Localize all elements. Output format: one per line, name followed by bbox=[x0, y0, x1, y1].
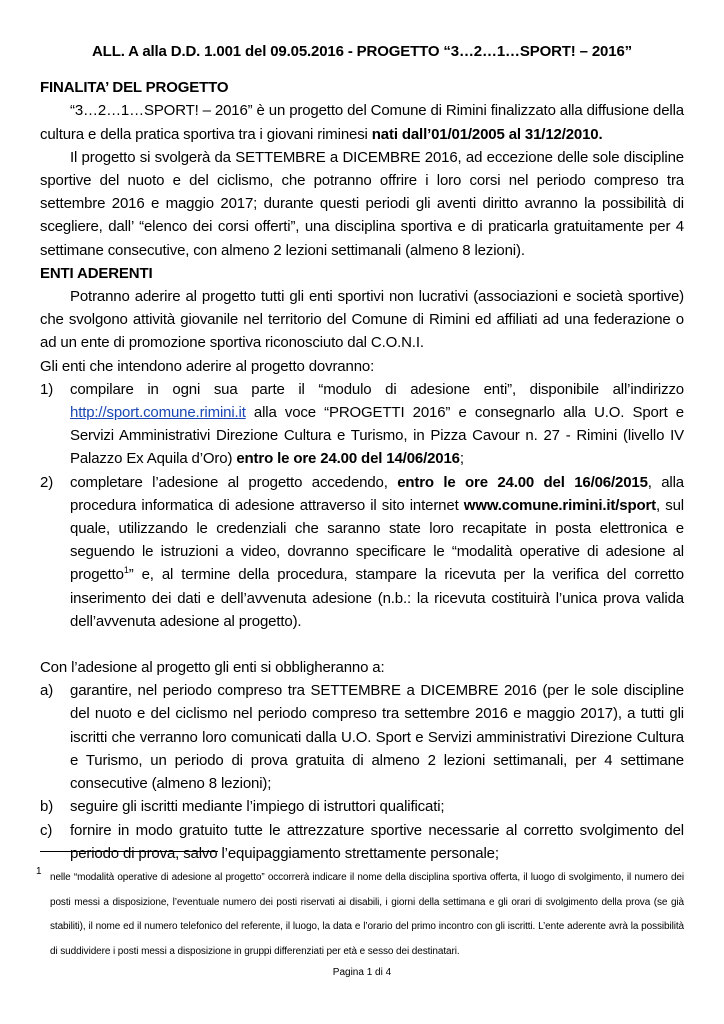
list-item-obligation-b bbox=[40, 795, 684, 818]
list-number: c) bbox=[40, 821, 53, 839]
list-item-step-1 bbox=[40, 378, 684, 471]
list-item-obligation-c bbox=[40, 819, 684, 865]
footnote-ref[interactable]: 1 bbox=[123, 565, 129, 576]
footnote-number: 1 bbox=[36, 866, 42, 877]
sport-website-link[interactable]: http://sport.comune.rimini.it bbox=[70, 404, 246, 422]
paragraph-finalita-1 bbox=[40, 99, 684, 145]
text: , alla procedura informatica di adesione attraverso il sito internet bbox=[70, 473, 684, 514]
footnote-separator bbox=[40, 851, 218, 852]
paragraph-obligations-intro: Con l’adesione al progetto gli enti si obbligheranno a: bbox=[40, 659, 385, 677]
text: , sul quale, utilizzando le credenziali che saranno state loro recapitate in posta elettronica e seguendo le istruzioni a video, dovranno specificare le “modalità operative di adesione al progetto bbox=[70, 496, 684, 584]
list-text: fornire in modo gratuito tutte le attrezzature sportive necessarie al corretto svolgimento del periodo di prova, salvo l’equipaggiamento strettamente personale; bbox=[70, 821, 684, 862]
list-number: 1) bbox=[40, 380, 54, 398]
list-number: b) bbox=[40, 798, 54, 816]
document-title: ALL. A alla D.D. 1.001 del 09.05.2016 - PROGETTO “3…2…1…SPORT! – 2016” bbox=[92, 43, 632, 60]
list-text: seguire gli iscritti mediante l’impiego di istruttori qualificati; bbox=[70, 798, 445, 816]
heading-enti: ENTI ADERENTI bbox=[40, 264, 153, 282]
footnote bbox=[36, 866, 684, 964]
list-item-step-2 bbox=[40, 471, 684, 633]
text: “3…2…1…SPORT! – 2016” è un progetto del Comune di Rimini finalizzato alla diffusione della cultura e della pratica sportiva tra i giovani riminesi bbox=[40, 102, 684, 143]
heading-finalita: FINALITA’ DEL PROGETTO bbox=[40, 79, 229, 97]
list-item-obligation-a bbox=[40, 679, 684, 795]
text: alla voce “PROGETTI 2016” e consegnarlo alla U.O. Sport e Servizi Amministrativi Direzione Cultura e Turismo, in Pizza Cavour n. 27 - Rimini (livello IV Palazzo Ex Aquila d’Oro) bbox=[70, 404, 684, 468]
text: ; bbox=[459, 450, 464, 468]
paragraph-enti-2: Gli enti che intendono aderire al progetto dovranno: bbox=[40, 357, 375, 375]
birth-date-range: nati dall’01/01/2005 al 31/12/2010 bbox=[371, 125, 599, 143]
paragraph-enti-1: Potranno aderire al progetto tutti gli enti sportivi non lucrativi (associazioni e società sportive) che svolgono attività giovanile nel territorio del Comune di Rimini ed affiliati ad una federazione o ad un ente di promozione sportiva riconosciuto dal C.O.N.I. bbox=[40, 288, 684, 352]
deadline: entro le ore 24.00 del 16/06/2015 bbox=[397, 473, 648, 491]
list-number: 2) bbox=[40, 473, 54, 491]
text: completare l’adesione al progetto accedendo, bbox=[70, 473, 398, 491]
deadline: entro le ore 24.00 del 14/06/2016 bbox=[236, 450, 460, 468]
list-text bbox=[70, 471, 684, 633]
list-text bbox=[70, 378, 684, 471]
document-page bbox=[40, 40, 684, 865]
text: compilare in ogni sua parte il “modulo di adesione enti”, disponibile all’indirizzo bbox=[70, 380, 684, 398]
list-text: garantire, nel periodo compreso tra SETTEMBRE a DICEMBRE 2016 (per le sole discipline del nuoto e del ciclismo nel periodo compreso tra settembre 2016 e maggio 2017), a tutti gli iscritti che verranno loro comunicati dalla U.O. Sport e Servizi amministrativi Direzione Cultura e Turismo, un periodo di prova gratuita di almeno 2 lezioni settimanali, per 4 settimane consecutive (almeno 8 lezioni); bbox=[70, 682, 684, 793]
text: ” e, al termine della procedura, stampare la ricevuta per la verifica del corretto inserimento dei dati e dell’avvenuta adesione (n.b.: la ricevuta costituirà l’unica prova valida dell’avvenuta adesione al progetto). bbox=[70, 566, 684, 630]
website-url: www.comune.rimini.it/sport bbox=[463, 496, 657, 514]
paragraph-finalita-2: Il progetto si svolgerà da SETTEMBRE a DICEMBRE 2016, ad eccezione delle sole discipline sportive del nuoto e del ciclismo, che potranno offrire i loro corsi nel periodo compreso tra settembre 2016 e maggio 2017; durante questi periodi gli aventi diritto avranno la possibilità di scegliere, dall’ “elenco dei corsi offerti”, una disciplina sportiva e di praticarla gratuitamente per 4 settimane consecutive, con almeno 2 lezioni settimanali (almeno 8 lezioni). bbox=[40, 148, 684, 259]
footnote-text: nelle “modalità operative di adesione al progetto” occorrerà indicare il nome della disciplina sportiva offerta, il luogo di svolgimento, il numero dei posti messi a disposizione, l’eventuale numero dei posti riservati ai disabili, i giorni della settimana e gli orari di svolgimento della prova (se già stabiliti), il nome ed il numero telefonico del referente, il luogo, la data e l’orario del primo incontro con gli iscritti. L’ente aderente avrà la possibilità di suddividere i posti messi a disposizione in gruppi differenziati per età e sesso dei destinatari. bbox=[50, 872, 684, 957]
text: . bbox=[598, 125, 603, 143]
list-number: a) bbox=[40, 682, 54, 700]
page-number: Pagina 1 di 4 bbox=[332, 967, 392, 978]
